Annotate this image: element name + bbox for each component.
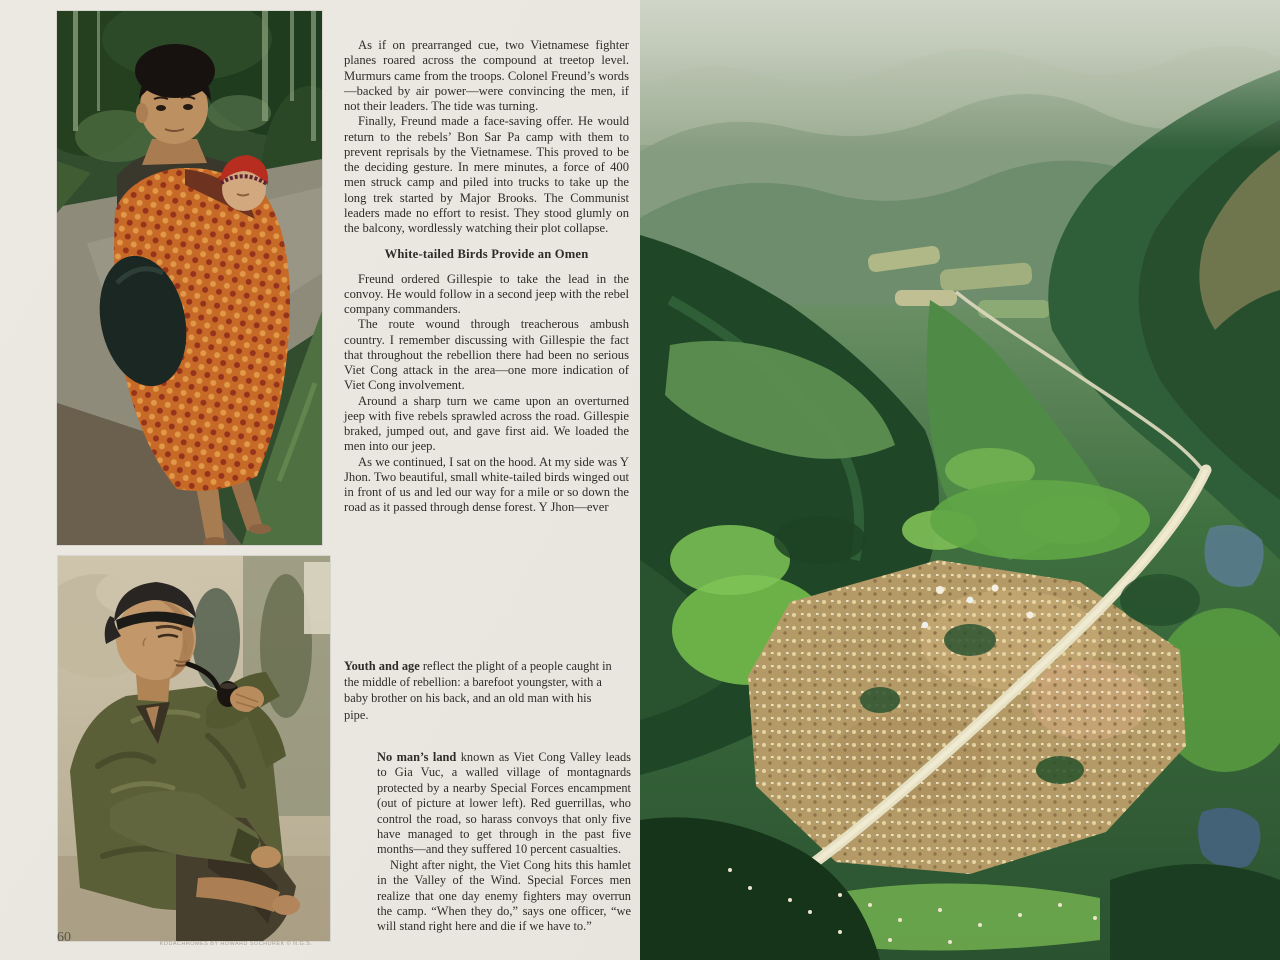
- caption-body: known as Viet Cong Valley leads to Gia Vuc, a walled village of montagnards protected by a nearby Special Forces encampment (out of picture at lower left). Red guerrillas, who control the road, so harass convoys that only five have managed to get through in the past five months—and they suffered 10 percent casualties.: [377, 750, 631, 857]
- article-paragraph: The route wound through treacherous ambush country. I remember discussing with Gillespie the fact that throughout the rebellion there had been no serious Viet Cong attack in the area—one more indication of Viet Cong involvement.: [344, 317, 629, 393]
- caption-no-mans-land: [377, 750, 631, 935]
- article-paragraph: As we continued, I sat on the hood. At my side was Y Jhon. Two beautiful, small white-tailed birds winged out in front of us and led our way for a mile or so down the road as it passed through dense forest. Y Jhon—ever: [344, 454, 629, 515]
- aerial-valley-photo: [640, 0, 1280, 960]
- mist-overlay: [640, 0, 1280, 150]
- page-number: 60: [57, 930, 71, 945]
- photo-credit: KODACHROMES BY HOWARD SOCHUREK © N.G.S.: [159, 941, 313, 947]
- article-paragraph: As if on prearranged cue, two Vietnamese fighter planes roared across the compound at treetop level. Murmurs came from the troops. Colonel Freund’s words—backed by air power—were convincing the men, if not their leaders. The tide was turning.: [344, 38, 629, 113]
- old-man-pipe-photo: [58, 556, 330, 941]
- caption-lead: Youth and age: [344, 659, 420, 673]
- boy-with-baby-illustration: [57, 11, 322, 545]
- caption-body: reflect the plight of a people caught in the middle of rebellion: a barefoot youngster, with a baby brother on his back, and an old man with his pipe.: [344, 659, 612, 722]
- caption-lead: No man’s land: [377, 750, 457, 764]
- aerial-valley-illustration: [640, 0, 1280, 960]
- article-paragraph: Finally, Freund made a face-saving offer. He would return to the rebels’ Bon Sar Pa camp with them to prevent reprisals by the Vietnamese. This proved to be the deciding gesture. In mere minutes, a force of 400 men struck camp and piled into trucks to take up the long trek started by Major Brooks. The Communist leaders made no effort to resist. They stood glumly on the balcony, wordlessly watching their plot collapse.: [344, 114, 629, 235]
- article-paragraph: Freund ordered Gillespie to take the lead in the convoy. He would follow in a second jeep with the rebel company commanders.: [344, 271, 629, 316]
- article-text-column: [344, 38, 629, 516]
- article-paragraph: Around a sharp turn we came upon an overturned jeep with five rebels sprawled across the road. Gillespie braked, jumped out, and gave first aid. We loaded the men into our jeep.: [344, 393, 629, 454]
- caption-body-2: Night after night, the Viet Cong hits this hamlet in the Valley of the Wind. Special Forces men realize that one day enemy fighters may overrun the camp. “When they do,” says one officer, “we will stand right here and die if we have to.”: [377, 857, 631, 934]
- boy-with-baby-photo: [57, 11, 322, 545]
- old-man-illustration: [58, 556, 330, 941]
- caption-youth-and-age: [344, 658, 612, 723]
- section-heading: White-tailed Birds Provide an Omen: [384, 247, 589, 262]
